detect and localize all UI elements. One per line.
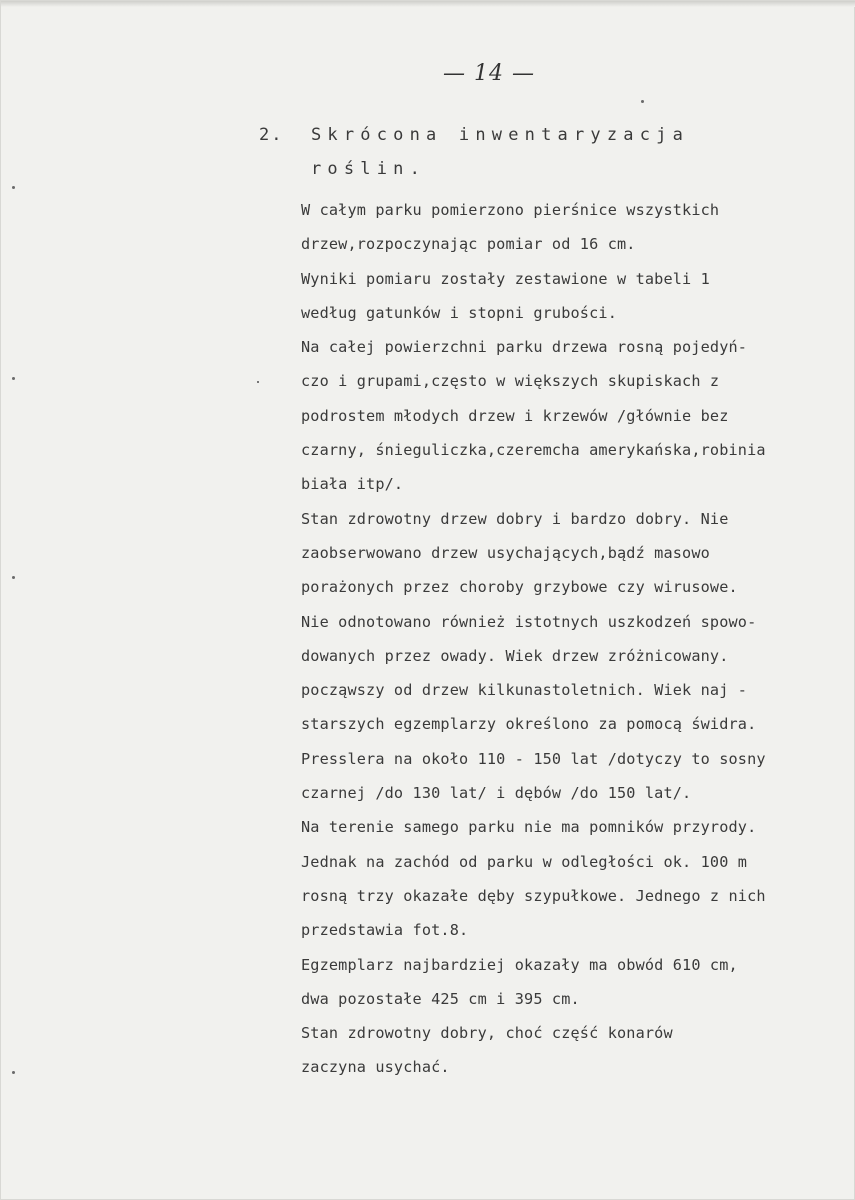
- text-line: rosną trzy okazałe dęby szypułkowe. Jednego z nich: [301, 886, 766, 905]
- text-line: porażonych przez choroby grzybowe czy wirusowe.: [301, 578, 738, 597]
- text-line: począwszy od drzew kilkunastoletnich. Wiek naj -: [301, 681, 748, 700]
- text-line: dowanych przez owady. Wiek drzew zróżnicowany.: [301, 646, 729, 665]
- text-line: według gatunków i stopni grubości.: [301, 303, 617, 322]
- text-line: Egzemplarz najbardziej okazały ma obwód 610 cm,: [301, 955, 738, 974]
- section-title-line-2: roślin.: [311, 159, 427, 179]
- text-line: Nie odnotowano również istotnych uszkodzeń spowo-: [301, 612, 757, 631]
- text-line: Stan zdrowotny dobry, choć część konarów: [301, 1024, 673, 1043]
- page-top-edge: [1, 1, 855, 7]
- text-line: Na całej powierzchni parku drzewa rosną pojedyń-: [301, 338, 748, 357]
- punch-mark: [12, 1071, 15, 1074]
- body-text: [301, 193, 841, 1085]
- page-number: — 14 —: [443, 61, 535, 86]
- text-line: Na terenie samego parku nie ma pomników przyrody.: [301, 818, 757, 837]
- text-line: Presslera na około 110 - 150 lat /dotyczy to sosny: [301, 749, 766, 768]
- section-title-line-1: Skrócona inwentaryzacja: [311, 125, 690, 145]
- text-line: starszych egzemplarzy określono za pomocą świdra.: [301, 715, 757, 734]
- text-line: czarnej /do 130 lat/ i dębów /do 150 lat/.: [301, 784, 692, 803]
- section-number: 2.: [259, 125, 284, 145]
- text-line: drzew,rozpoczynając pomiar od 16 cm.: [301, 235, 636, 254]
- text-line: Stan zdrowotny drzew dobry i bardzo dobry. Nie: [301, 509, 729, 528]
- text-line: zaobserwowano drzew usychających,bądź masowo: [301, 543, 710, 562]
- text-line: zaczyna usychać.: [301, 1058, 450, 1077]
- text-line: W całym parku pomierzono pierśnice wszystkich: [301, 201, 720, 219]
- ink-dot: [257, 381, 259, 383]
- punch-mark: [12, 186, 15, 189]
- text-line: czarny, śnieguliczka,czeremcha amerykańska,robinia: [301, 441, 766, 460]
- text-line: podrostem młodych drzew i krzewów /głównie bez: [301, 406, 729, 425]
- punch-mark: [12, 377, 15, 380]
- text-line: biała itp/.: [301, 475, 404, 494]
- text-line: przedstawia fot.8.: [301, 921, 469, 940]
- text-line: Jednak na zachód od parku w odległości ok. 100 m: [301, 852, 748, 871]
- text-line: Wyniki pomiaru zostały zestawione w tabeli 1: [301, 269, 710, 288]
- text-line: czo i grupami,często w większych skupiskach z: [301, 372, 720, 391]
- text-line: dwa pozostałe 425 cm i 395 cm.: [301, 989, 580, 1008]
- punch-mark: [12, 576, 15, 579]
- ink-dot: [641, 100, 644, 103]
